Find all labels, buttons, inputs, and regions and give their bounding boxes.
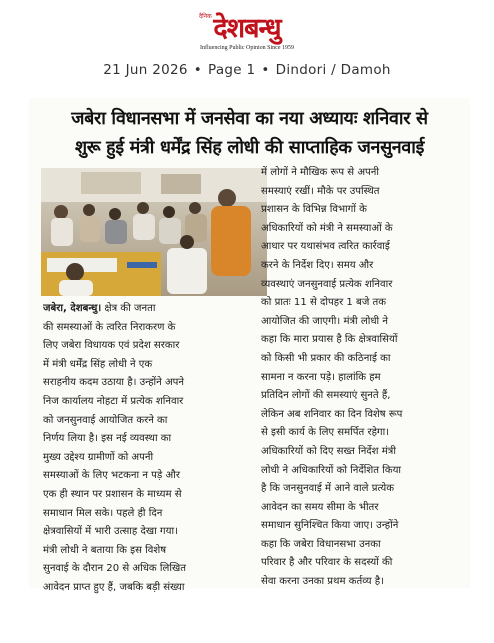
body-line: कहा कि मारा प्रयास है कि क्षेत्रवासियों	[261, 334, 398, 346]
body-line: प्रशासन के विभिन्न विभागों के	[261, 204, 367, 216]
article-photo	[41, 168, 267, 296]
article-body-right-column	[261, 164, 465, 592]
newspaper-logo: देशबन्धु	[213, 13, 281, 44]
article-body-left-column	[43, 300, 265, 598]
body-line: सराहनीय कदम उठाया है। उन्होंने अपने	[43, 377, 185, 389]
body-line: समस्याओं के लिए भटकना न पड़े और	[43, 470, 180, 482]
body-line: सेवा करना उनका प्रथम कर्तव्य है।	[261, 576, 384, 588]
body-line: आवेदन का समय सीमा के भीतर	[261, 501, 379, 513]
body-line: परिवार है और परिवार के सदस्यों की	[261, 557, 393, 569]
headline-line: शुरू हुई मंत्री धर्मेंद्र सिंह लोधी की साप्ताहिक जनसुनवाई	[74, 137, 425, 158]
brand-small-text: दैनिक	[199, 13, 212, 20]
body-line: कहा कि जबेरा विधानसभा उनका	[261, 538, 381, 550]
body-line: सुनवाई के दौरान 20 से अधिक लिखित	[43, 563, 186, 575]
body-line: समाधान मिल सके। पहले ही दिन	[43, 507, 163, 519]
edition-page: Page 1	[208, 62, 256, 78]
body-line: को किसी भी प्रकार की कठिनाई का	[261, 352, 391, 364]
edition-meta	[0, 62, 494, 78]
body-line: एक ही स्थान पर प्रशासन के माध्यम से	[43, 488, 182, 500]
body-line: की समस्याओं के त्वरित निराकरण के	[43, 321, 176, 333]
masthead	[0, 14, 494, 51]
body-line: लिए जबेरा विधायक एवं प्रदेश सरकार	[43, 340, 180, 352]
body-line: क्षेत्रवासियों में भारी उत्साह देखा गया।	[43, 526, 178, 538]
newspaper-tagline: Influencing Public Opinion Since 1959	[200, 45, 294, 51]
body-line: लेकिन अब शनिवार का दिन विशेष रूप	[261, 408, 403, 420]
article-headline	[29, 104, 470, 162]
body-line: आवेदन प्राप्त हुए हैं, जबकि बड़ी संख्या	[43, 581, 185, 593]
body-line: लोधी ने अधिकारियों को निर्देशित किया	[261, 464, 402, 476]
body-line: सामना न करना पड़े। हालांकि हम	[261, 371, 381, 383]
body-line: व्यवस्थाएं जनसुनवाई प्रत्येक शनिवार	[261, 278, 393, 290]
body-line: अधिकारियों को दिए सख्त निर्देश मंत्री	[261, 445, 396, 457]
body-line: में मंत्री धर्मेंद्र सिंह लोधी ने एक	[43, 358, 153, 370]
body-line-with-dateline	[43, 300, 265, 319]
body-line: आयोजित की जाएगी। मंत्री लोधी ने	[261, 315, 388, 327]
body-line: समाधान सुनिश्चित किया जाए। उन्होंने	[261, 520, 399, 532]
edition-region: Dindori / Damoh	[275, 62, 391, 78]
body-line: निज कार्यालय नोहटा में प्रत्येक शनिवार	[43, 395, 184, 407]
body-line: में लोगों ने मौखिक रूप से अपनी	[261, 167, 379, 178]
separator-dot-icon: •	[261, 62, 270, 78]
body-line: अधिकारियों को मंत्री ने समस्याओं के	[261, 222, 393, 234]
body-line: आधार पर यथासंभव त्वरित कार्रवाई	[261, 241, 390, 253]
body-line: निर्णय लिया है। इस नई व्यवस्था का	[43, 433, 172, 445]
body-line: को प्रातः 11 से दोपहर 1 बजे तक	[261, 297, 387, 309]
separator-dot-icon: •	[193, 62, 203, 78]
body-line: करने के निर्देश दिए। समय और	[261, 259, 374, 271]
body-line: क्षेत्र की जनता	[101, 303, 156, 314]
meeting-photo-illustration	[41, 168, 267, 296]
body-line: मंत्री लोधी ने बताया कि इस विशेष	[43, 544, 167, 556]
article-clipping	[29, 98, 470, 593]
body-line: मुख्य उद्देश्य ग्रामीणों को अपनी	[43, 451, 154, 463]
article-dateline: जबेरा, देशबन्धु।	[43, 303, 102, 314]
body-line: को जनसुनवाई आयोजित करने का	[43, 414, 168, 426]
body-line: है कि जनसुनवाई में आने वाले प्रत्येक	[261, 483, 394, 495]
body-line: से इसी कार्य के लिए समर्पित रहेगा।	[261, 427, 390, 439]
headline-line: जबेरा विधानसभा में जनसेवा का नया अध्यायः शनिवार से	[71, 108, 428, 129]
body-line: प्रतिदिन लोगों की समस्याएं सुनते हैं,	[261, 390, 391, 402]
body-line: समस्याएं रखीं। मौके पर उपस्थित	[261, 185, 380, 197]
edition-date: 21 Jun 2026	[103, 62, 188, 78]
